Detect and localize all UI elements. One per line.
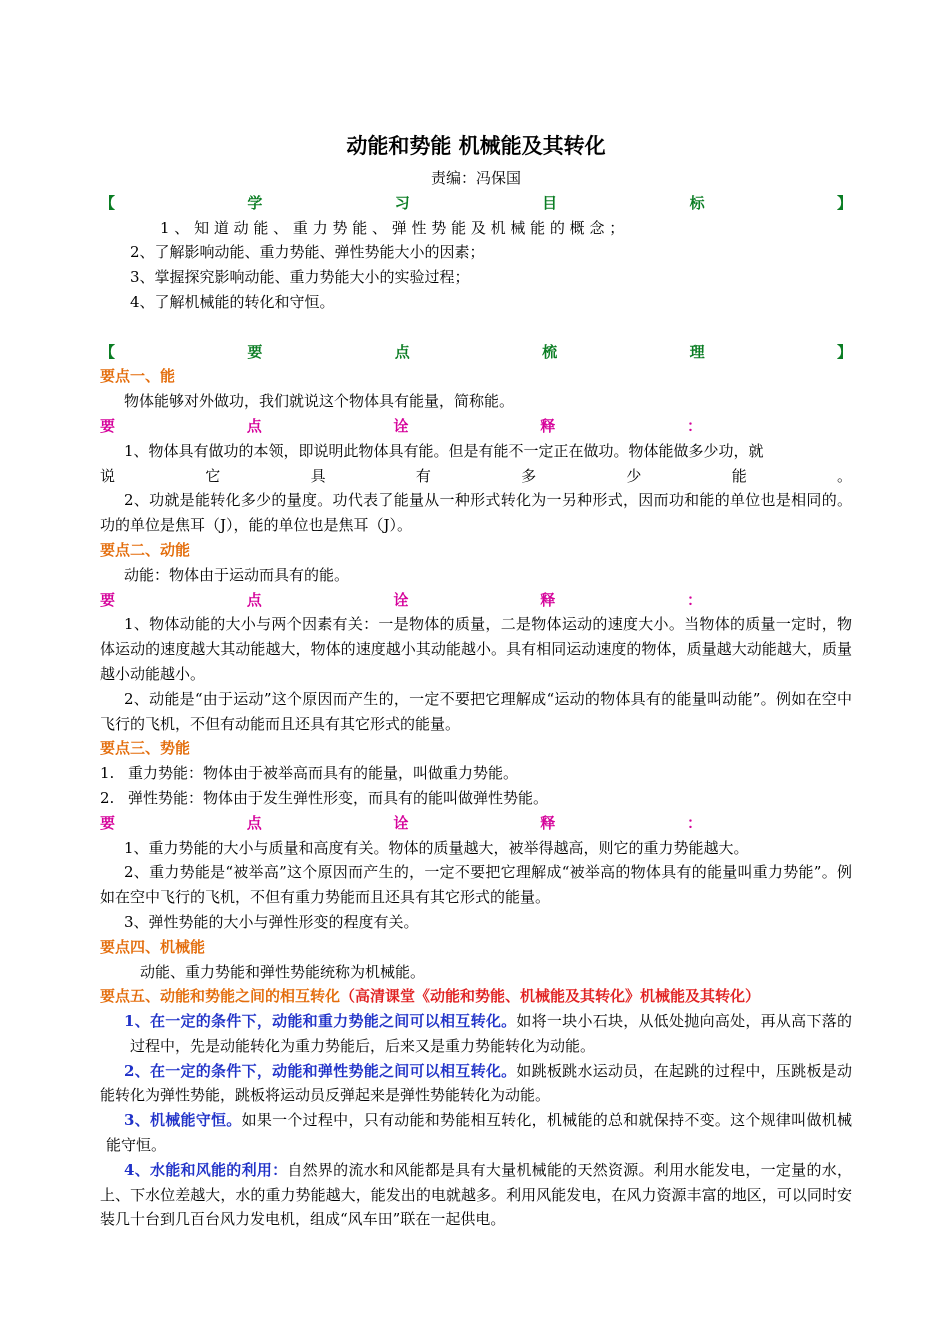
goals-header [100,191,852,216]
page-title: 动能和势能 机械能及其转化 [346,133,606,158]
explain-text: 1、物体具有做功的本领，即说明此物体具有能。但是有能不一定正在做功。物体能做多少功，就 [124,441,764,460]
reference-note: （高清课堂《动能和势能、机械能及其转化》机械能及其转化） [340,987,761,1006]
explain-text: 1、重力势能的大小与质量和高度有关。物体的质量越大，被举得越高，则它的重力势能越大。 [124,838,749,857]
points-header-char: 理 [689,342,705,361]
author-line: 责编：冯保国 [430,169,521,187]
document-page [100,126,852,1232]
explain-text: 2、动能是“由于运动”这个原因而产生的，一定不要把它理解成“运动的物体具有的能量叫动能”。例如在空中飞行的飞机，不但有动能而且还具有其它形式的能量。 [100,689,852,733]
points-header [100,340,852,365]
goal-item: 4、了解机械能的转化和守恒。 [130,292,335,311]
bracket-left: 【 [100,193,116,212]
section-heading: 要点四、机械能 [100,937,206,956]
points-header-char: 梳 [542,342,558,361]
explain-text: 3、弹性势能的大小与弹性形变的程度有关。 [124,912,419,931]
conversion-paragraph: 1、在一定的条件下，动能和重力势能之间可以相互转化。如将一块小石块，从低处抛向高处，再从高下落的过程中，先是动能转化为重力势能后，后来又是重力势能转化为动能。 [124,1012,852,1055]
definition-item: 1. 重力势能：物体由于被举高而具有的能量，叫做重力势能。 [100,764,519,783]
explain-text-spread: 说 它 具 有 多 少 能 。 [100,466,852,485]
explain-text: 2、重力势能是“被举高”这个原因而产生的，一定不要把它理解成“被举高的物体具有的能量叫重力势能”。例如在空中飞行的飞机，不但有重力势能而且还具有其它形式的能量。 [100,863,852,907]
definition-text: 动能：物体由于运动而具有的能。 [124,565,350,584]
goal-item: 2、了解影响动能、重力势能、弹性势能大小的因素； [130,243,485,262]
conversion-paragraph: 3、机械能守恒。如果一个过程中，只有动能和势能相互转化，机械能的总和就保持不变。这个规律叫做机械能守恒。 [106,1111,852,1155]
explain-heading: 要 点 诠 释 ： [100,590,702,609]
goal-item: 1 、 知 道 动 能 、 重 力 势 能 、 弹 性 势 能 及 机 械 能 的 概 念 ； [160,218,625,237]
definition-item: 2. 弹性势能：物体由于发生弹性形变，而具有的能叫做弹性势能。 [100,788,549,807]
bracket-right: 】 [836,342,852,361]
goals-header-char: 习 [394,193,410,212]
explain-text: 1、物体动能的大小与两个因素有关：一是物体的质量，二是物体运动的速度大小。当物体的质量一定时，物体运动的速度越大其动能越大，物体的速度越小其动能越小。具有相同运动速度的物体，质量越大动能越大，质量越小动能越小。 [100,615,852,683]
goals-header-char: 学 [247,193,263,212]
section-heading: 要点五、动能和势能之间的相互转化（高清课堂《动能和势能、机械能及其转化》机械能及其转化） [100,987,761,1006]
section-heading: 要点二、动能 [100,540,191,559]
goals-header-char: 标 [689,193,705,212]
definition-text: 物体能够对外做功，我们就说这个物体具有能量，简称能。 [124,392,515,411]
bracket-left: 【 [100,342,116,361]
points-header-char: 要 [247,342,263,361]
explain-heading: 要 点 诠 释 ： [100,813,702,832]
explain-text: 2、功就是能转化多少的量度。功代表了能量从一种形式转化为一另种形式，因而功和能的单位也是相同的。功的单位是焦耳（J），能的单位也是焦耳（J）。 [100,491,852,535]
section-heading: 要点一、能 [100,367,176,386]
conversion-paragraph: 4、水能和风能的利用：自然界的流水和风能都是具有大量机械能的天然资源。利用水能发电，一定量的水，上、下水位差越大，水的重力势能越大，能发出的电就越多。利用风能发电，在风力资源丰富的地区，可以同时安装几十台到几百台风力发电机，组成“风车田”联在一起供电。 [100,1160,852,1229]
definition-text: 动能、重力势能和弹性势能统称为机械能。 [140,962,426,981]
section-heading: 要点三、势能 [100,739,191,758]
explain-heading: 要 点 诠 释 ： [100,416,702,435]
goal-item: 3、掌握探究影响动能、重力势能大小的实验过程； [130,268,470,287]
points-header-char: 点 [394,342,410,361]
goals-header-char: 目 [542,193,558,212]
conversion-paragraph: 2、在一定的条件下，动能和弹性势能之间可以相互转化。如跳板跳水运动员，在起跳的过程中，压跳板是动能转化为弹性势能，跳板将运动员反弹起来是弹性势能转化为动能。 [100,1061,852,1105]
bracket-right: 】 [836,193,852,212]
